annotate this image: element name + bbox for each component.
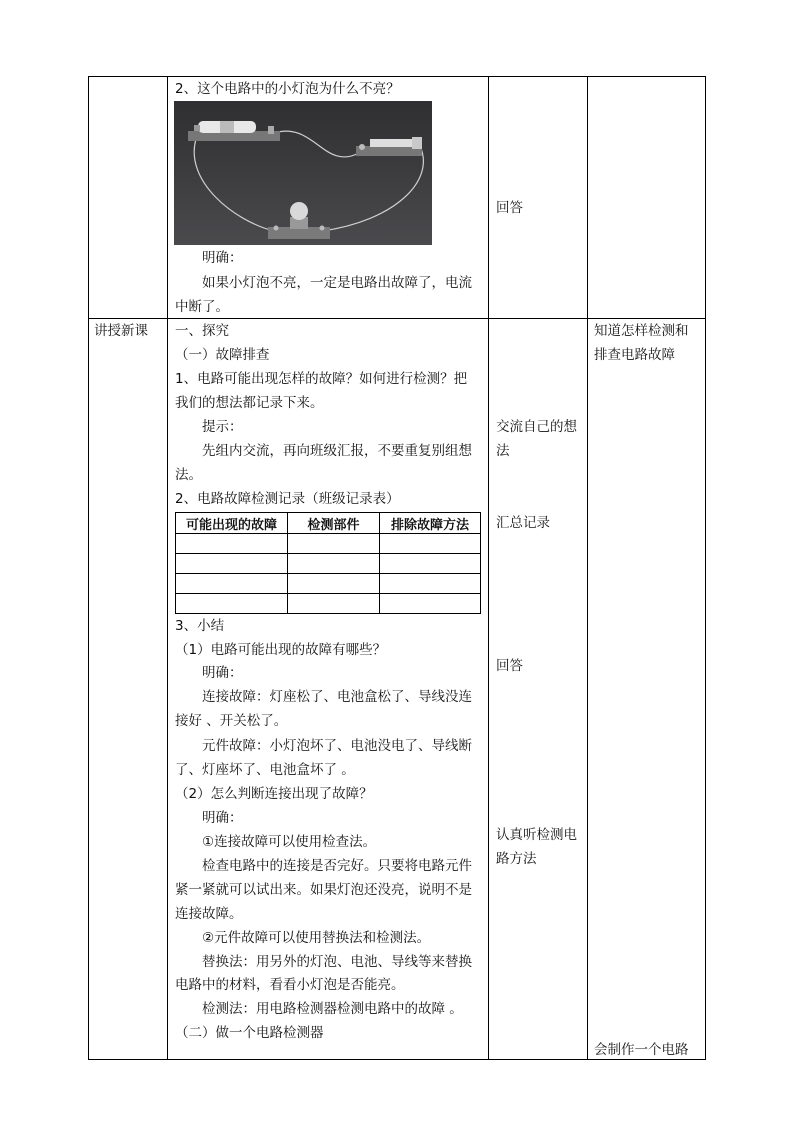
- column-divider-2: [488, 76, 489, 1060]
- content-line: 提示：: [202, 419, 243, 435]
- content-line: 元件故障：小灯泡坏了、电池没电了、导线断: [202, 738, 472, 754]
- content-line: ②元件故障可以使用替换法和检测法。: [202, 930, 431, 946]
- table-row: [176, 594, 481, 614]
- student-activity-answer-2: 回答: [496, 658, 523, 674]
- record-table-header: [176, 513, 481, 534]
- table-row: [176, 574, 481, 594]
- subsection-heading: （一）故障排查: [175, 347, 270, 363]
- content-line: 电路中的材料，看看小灯泡是否能亮。: [175, 977, 405, 993]
- content-line: 检查电路中的连接是否完好。只要将电路元件: [202, 858, 472, 874]
- column-divider-1: [167, 76, 168, 1060]
- student-activity-record: 汇总记录: [496, 515, 550, 531]
- stage-label: 讲授新课: [94, 323, 148, 339]
- table-cell: [176, 554, 288, 574]
- question-2: 2、这个电路中的小灯泡为什么不亮？: [175, 81, 400, 97]
- content-line: 明确：: [202, 665, 243, 681]
- table-cell: [288, 554, 380, 574]
- student-activity-listen-1: 认真听检测电: [496, 827, 577, 843]
- table-cell: [380, 594, 481, 614]
- content-line: 法。: [175, 467, 202, 483]
- summary-heading: 3、小结: [175, 618, 225, 634]
- student-activity-discuss-1: 交流自己的想: [496, 419, 577, 435]
- goal-bottom: 会制作一个电路: [594, 1042, 689, 1058]
- table-cell: [380, 574, 481, 594]
- content-line: （2）怎么判断连接出现了故障？: [175, 786, 373, 802]
- content-line: 2、电路故障检测记录（班级记录表）: [175, 491, 400, 507]
- clarify-text-1b: 中断了。: [175, 299, 229, 315]
- student-activity-listen-2: 路方法: [496, 851, 537, 867]
- content-line: 了、灯座坏了、电池盒坏了 。: [175, 762, 355, 778]
- content-line: 我们的想法都记录下来。: [175, 395, 324, 411]
- content-line: 紧一紧就可以试出来。如果灯泡还没亮，说明不是: [175, 882, 472, 898]
- header-part: 检测部件: [288, 513, 380, 534]
- content-line: ①连接故障可以使用检查法。: [202, 834, 377, 850]
- goal-line-2: 排查电路故障: [594, 347, 675, 363]
- content-line: 先组内交流，再向班级汇报，不要重复别组想: [202, 443, 472, 459]
- record-table: [175, 512, 481, 614]
- table-cell: [176, 594, 288, 614]
- subsection-heading-2: （二）做一个电路检测器: [175, 1025, 324, 1041]
- content-line: 替换法：用另外的灯泡、电池、导线等来替换: [202, 954, 472, 970]
- table-cell: [176, 574, 288, 594]
- table-cell: [288, 594, 380, 614]
- table-row: [176, 534, 481, 554]
- content-line: 连接故障。: [175, 906, 243, 922]
- goal-line-1: 知道怎样检测和: [594, 323, 689, 339]
- table-cell: [380, 554, 481, 574]
- clarify-label-1: 明确：: [202, 250, 243, 266]
- header-method: 排除故障方法: [380, 513, 481, 534]
- section-heading: 一、探究: [175, 323, 229, 339]
- table-row: [176, 554, 481, 574]
- student-activity-answer: 回答: [496, 200, 523, 216]
- clarify-text-1a: 如果小灯泡不亮，一定是电路出故障了，电流: [202, 275, 472, 291]
- content-line: （1）电路可能出现的故障有哪些？: [175, 642, 387, 658]
- content-line: 检测法：用电路检测器检测电路中的故障 。: [202, 1001, 463, 1017]
- content-line: 明确：: [202, 810, 243, 826]
- content-line: 连接故障：灯座松了、电池盒松了、导线没连: [202, 689, 472, 705]
- table-cell: [288, 534, 380, 554]
- table-cell: [288, 574, 380, 594]
- table-cell: [380, 534, 481, 554]
- column-divider-3: [587, 76, 588, 1060]
- circuit-photo: [174, 101, 432, 245]
- header-fault: 可能出现的故障: [176, 513, 288, 534]
- table-cell: [176, 534, 288, 554]
- student-activity-discuss-2: 法: [496, 443, 510, 459]
- content-line: 1、电路可能出现怎样的故障？如何进行检测？把: [175, 371, 468, 387]
- content-line: 接好 、开关松了。: [175, 713, 288, 729]
